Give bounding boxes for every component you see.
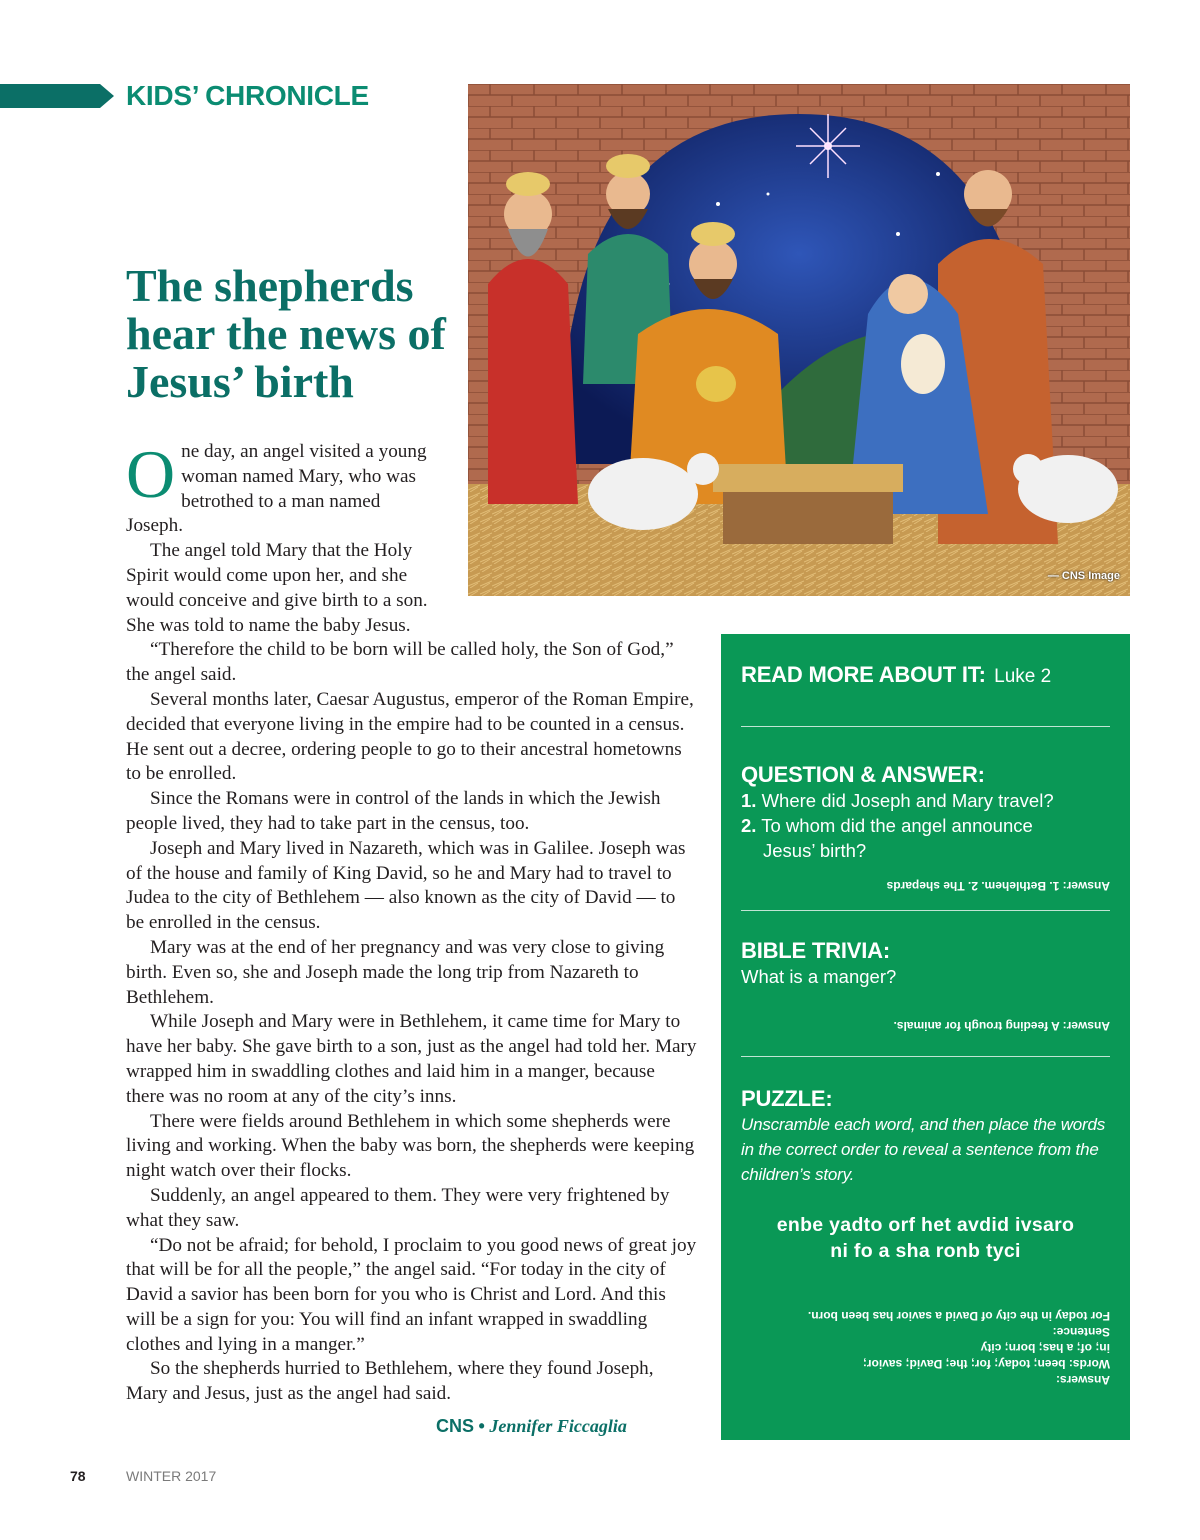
activity-sidebar: [721, 634, 1130, 1440]
story-paragraph: Mary was at the end of her pregnancy and was very close to giving birth. Even so, she and Joseph made the long trip from Nazareth to Bethlehem.: [126, 936, 665, 1008]
divider: [741, 726, 1110, 727]
qa-question-1: [741, 788, 1110, 813]
story-paragraph: [126, 436, 438, 539]
story-paragraph: Several months later, Caesar Augustus, emperor of the Roman Empire, decided that everyone living in the empire had to be counted in a census. He sent out a decree, ordering people to go to their ancestral hometowns to be enrolled.: [126, 688, 694, 785]
story-paragraph: Suddenly, an angel appeared to them. They were very frightened by what they saw.: [126, 1184, 670, 1231]
story-paragraph: So the shepherds hurried to Bethlehem, where they found Joseph, Mary and Jesus, just as the angel had said.: [126, 1358, 654, 1405]
drop-cap: O: [126, 436, 176, 512]
byline-separator: •: [478, 1416, 485, 1436]
answers-words: Words: been; today; for; the; David; savior;: [862, 1357, 1110, 1371]
section-arrow-marker: [0, 84, 100, 108]
puzzle-answers-upside-down: [741, 1308, 1110, 1388]
story-paragraph: “Therefore the child to be born will be called holy, the Son of God,” the angel said.: [126, 639, 674, 686]
scramble-line: ni fo a sha ronb tyci: [830, 1240, 1021, 1262]
byline-agency: CNS: [436, 1416, 475, 1436]
divider: [741, 910, 1110, 911]
trivia-question: What is a manger?: [741, 966, 897, 987]
story-paragraph: While Joseph and Mary were in Bethlehem, it came time for Mary to have her baby. She gave birth to a son, just as the angel had told her. Mary wrapped him in swaddling clothes and laid him in a manger, because there was no room at any of the city’s inns.: [126, 1011, 697, 1107]
byline: [436, 1416, 627, 1437]
story-paragraph: The angel told Mary that the Holy Spirit would come upon her, and she would conceive and give birth to a son. She was told to name the baby Jesus.: [126, 540, 428, 636]
story-paragraph: There were fields around Bethlehem in which some shepherds were living and working. When the baby was born, the shepherds were keeping night watch over their flocks.: [126, 1110, 695, 1182]
byline-author: Jennifer Ficcaglia: [489, 1416, 627, 1436]
image-credit: — CNS Image: [1047, 570, 1120, 582]
qa-question-2: [741, 813, 1110, 838]
qa-question-1-number: 1.: [741, 790, 757, 811]
qa-section: [741, 762, 1110, 863]
qa-heading: QUESTION & ANSWER:: [741, 762, 985, 787]
trivia-answer-upside-down: Answer: A feeding trough for animals.: [893, 1019, 1110, 1033]
story-body: [126, 436, 698, 1407]
puzzle-instructions: Unscramble each word, and then place the words in the correct order to reveal a sentence from the children’s story.: [741, 1115, 1106, 1184]
read-more-heading: READ MORE ABOUT IT:: [741, 662, 986, 687]
qa-question-2-number: 2.: [741, 815, 757, 836]
headline: The shepherds hear the news of Jesus’ birth: [126, 260, 446, 407]
puzzle-scramble: [741, 1212, 1110, 1264]
section-label: KIDS’ CHRONICLE: [126, 80, 369, 111]
qa-answer-upside-down: Answer: 1. Bethlehem. 2. The shepards: [886, 879, 1110, 893]
story-paragraph: Joseph and Mary lived in Nazareth, which was in Galilee. Joseph was of the house and family of King David, so he and Mary had to travel to Judea to the city of Bethlehem — also known as the city of David — to be enrolled in the census.: [126, 837, 686, 934]
story-paragraph: Since the Romans were in control of the lands in which the Jewish people lived, they had to take part in the census, too.: [126, 788, 661, 834]
read-more-section: [741, 662, 1110, 688]
divider: [741, 1056, 1110, 1057]
puzzle-section: [741, 1086, 1110, 1187]
story-paragraph: “Do not be afraid; for behold, I proclaim to you good news of great joy that will be for all the people,” the angel said. “For today in the city of David a savior has been born for you who is Christ and Lord. And this will be a sign for you: You will find an infant wrapped in swaddling clothes and lying in a manger.”: [126, 1234, 697, 1355]
qa-question-2-text: To whom did the angel announce: [761, 815, 1033, 836]
issue-label: WINTER 2017: [126, 1468, 217, 1484]
answers-sentence-label: Sentence:: [1052, 1325, 1110, 1339]
qa-question-2-continued: Jesus’ birth?: [763, 840, 867, 861]
answers-sentence: For today in the city of David a savior has been born.: [807, 1309, 1110, 1323]
trivia-section: [741, 938, 1110, 989]
story-paragraph-text: ne day, an angel visited a young woman named Mary, who was betrothed to a man named Joseph.: [126, 441, 427, 537]
trivia-heading: BIBLE TRIVIA:: [741, 938, 890, 963]
puzzle-heading: PUZZLE:: [741, 1086, 833, 1111]
scramble-line: enbe yadto orf het avdid ivsaro: [776, 1214, 1075, 1236]
answers-words: in; of; a has; born; city: [980, 1341, 1110, 1355]
qa-question-1-text: Where did Joseph and Mary travel?: [761, 790, 1054, 811]
page-number: 78: [70, 1468, 86, 1484]
read-more-reference: Luke 2: [994, 666, 1052, 687]
answers-title: Answers:: [1055, 1373, 1110, 1387]
